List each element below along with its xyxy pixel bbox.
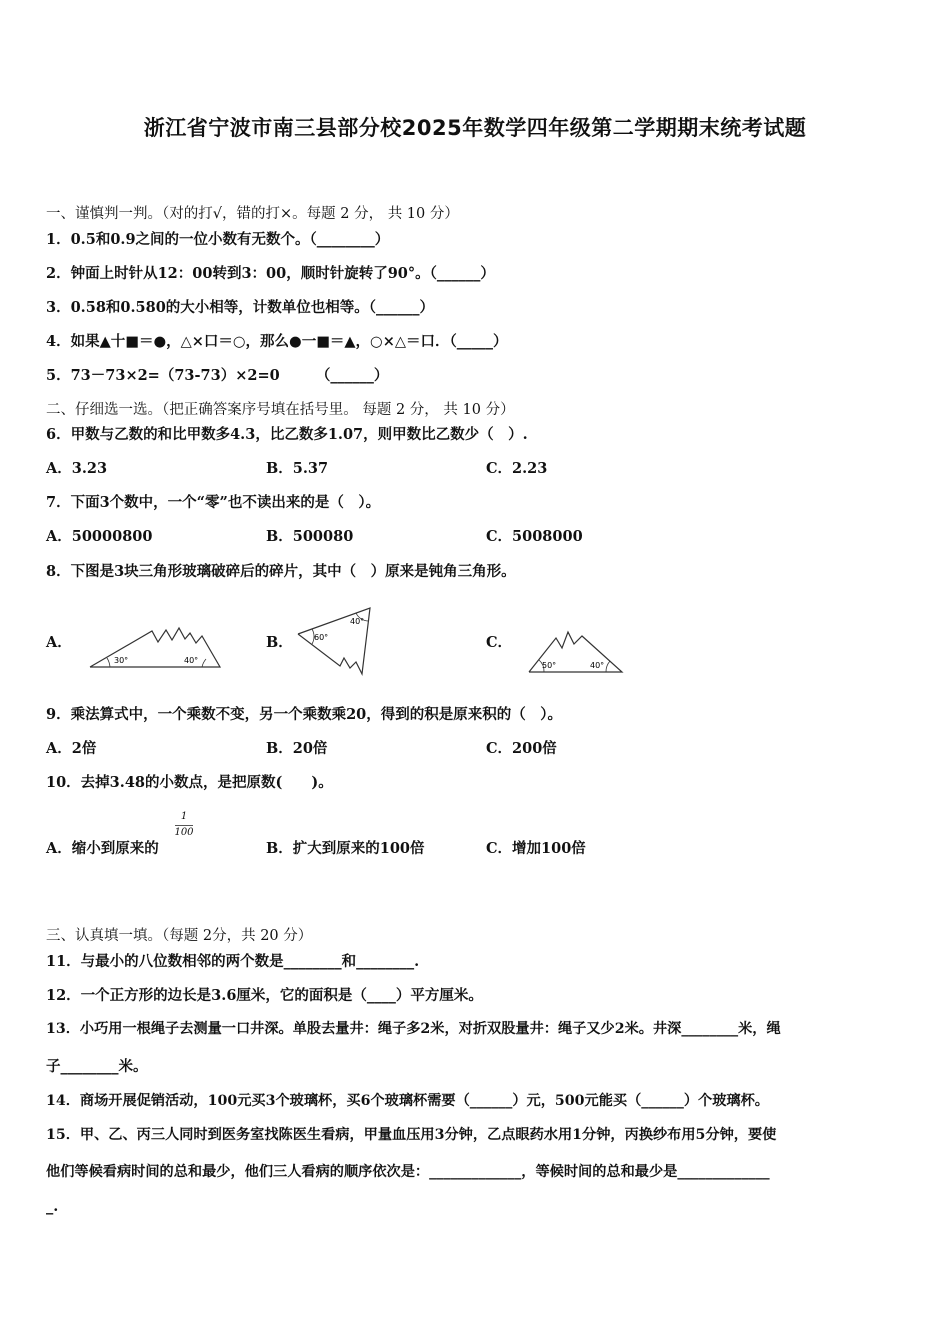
q10-fraction-numerator: 1 [180,811,188,822]
question-11: 11．与最小的八位数相邻的两个数是________和________. [46,953,420,970]
question-4: 4．如果▲十■＝●，△×口＝○，那么●一■＝▲，○×△＝口．（_____） [46,333,508,350]
q9-option-c: C．200倍 [486,740,557,757]
section-1-heading: 一、谨慎判一判。（对的打√，错的打×。每题 2 分， 共 10 分） [46,206,459,222]
q10-fraction-denominator: 100 [174,827,194,838]
question-13-line-2: 子________米。 [46,1058,148,1075]
question-7: 7．下面3个数中，一个“零”也不读出来的是（ ）。 [46,494,381,511]
question-12: 12．一个正方形的边长是3.6厘米，它的面积是（____）平方厘米。 [46,987,483,1004]
triangle-fragment-c-figure [526,626,626,676]
q10-option-b: B．扩大到原来的100倍 [266,840,425,857]
q7-option-c: C．5008000 [486,528,583,545]
question-8: 8．下图是3块三角形玻璃破碎后的碎片，其中（ ）原来是钝角三角形。 [46,563,516,580]
fig-a-right-angle: 40° [184,656,199,665]
question-15-line-1: 15．甲、乙、丙三人同时到医务室找陈医生看病，甲量血压用3分钟，乙点眼药水用1分钟，丙换纱布用5分钟，要使 [46,1127,777,1143]
triangle-fragment-a-figure [86,624,226,672]
fig-b-left-angle: 60° [314,633,329,642]
page-title: 浙江省宁波市南三县部分校2025年数学四年级第二学期期末统考试题 [143,116,807,140]
q10-fraction-bar [175,825,193,826]
section-2-heading: 二、仔细选一选。（把正确答案序号填在括号里。 每题 2 分， 共 10 分） [46,402,515,418]
question-9: 9．乘法算式中，一个乘数不变，另一个乘数乘20，得到的积是原来积的（ ）。 [46,706,563,723]
fig-c-left-angle: 50° [542,661,557,670]
question-3: 3．0.58和0.580的大小相等，计数单位也相等。（______） [46,299,435,316]
q8-option-a: A． [46,634,72,651]
fig-c-right-angle: 40° [590,661,605,670]
question-1: 1．0.5和0.9之间的一位小数有无数个。（________） [46,231,390,248]
q10-option-c: C．增加100倍 [486,840,586,857]
q6-option-c: C．2.23 [486,460,548,477]
triangle-fragment-b-figure [294,604,378,680]
question-5: 5．73－73×2=（73-73）×2=0 （______） [46,367,389,384]
question-6: 6．甲数与乙数的和比甲数多4.3，比乙数多1.07，则甲数比乙数少（ ）. [46,426,528,443]
q10-option-a: A．缩小到原来的 [46,840,159,857]
question-15-line-2: 他们等候看病时间的总和最少，他们三人看病的顺序依次是：_____________，等候时间的总和最少是_____________ [46,1164,770,1180]
q9-option-b: B．20倍 [266,740,328,757]
question-13-line-1: 13．小巧用一根绳子去测量一口井深。单股去量井：绳子多2米，对折双股量井：绳子又少2米。井深________米，绳 [46,1021,781,1037]
q7-option-b: B．500080 [266,528,354,545]
q8-option-c: C． [486,634,513,651]
q9-option-a: A．2倍 [46,740,97,757]
q8-option-b: B． [266,634,293,651]
fig-a-left-angle: 30° [114,656,129,665]
fig-b-right-angle: 40° [350,617,365,626]
q6-option-a: A．3.23 [46,460,108,477]
question-15-line-3: _. [46,1198,59,1215]
question-10: 10．去掉3.48的小数点，是把原数( )。 [46,774,333,791]
section-3-heading: 三、认真填一填。（每题 2分，共 20 分） [46,928,313,944]
question-14: 14．商场开展促销活动，100元买3个玻璃杯，买6个玻璃杯需要（______）元，500元能买（______）个玻璃杯。 [46,1093,769,1109]
q6-option-b: B．5.37 [266,460,329,477]
q7-option-a: A．50000800 [46,528,153,545]
question-2: 2．钟面上时针从12：00转到3：00，顺时针旋转了90°。（______） [46,265,495,282]
